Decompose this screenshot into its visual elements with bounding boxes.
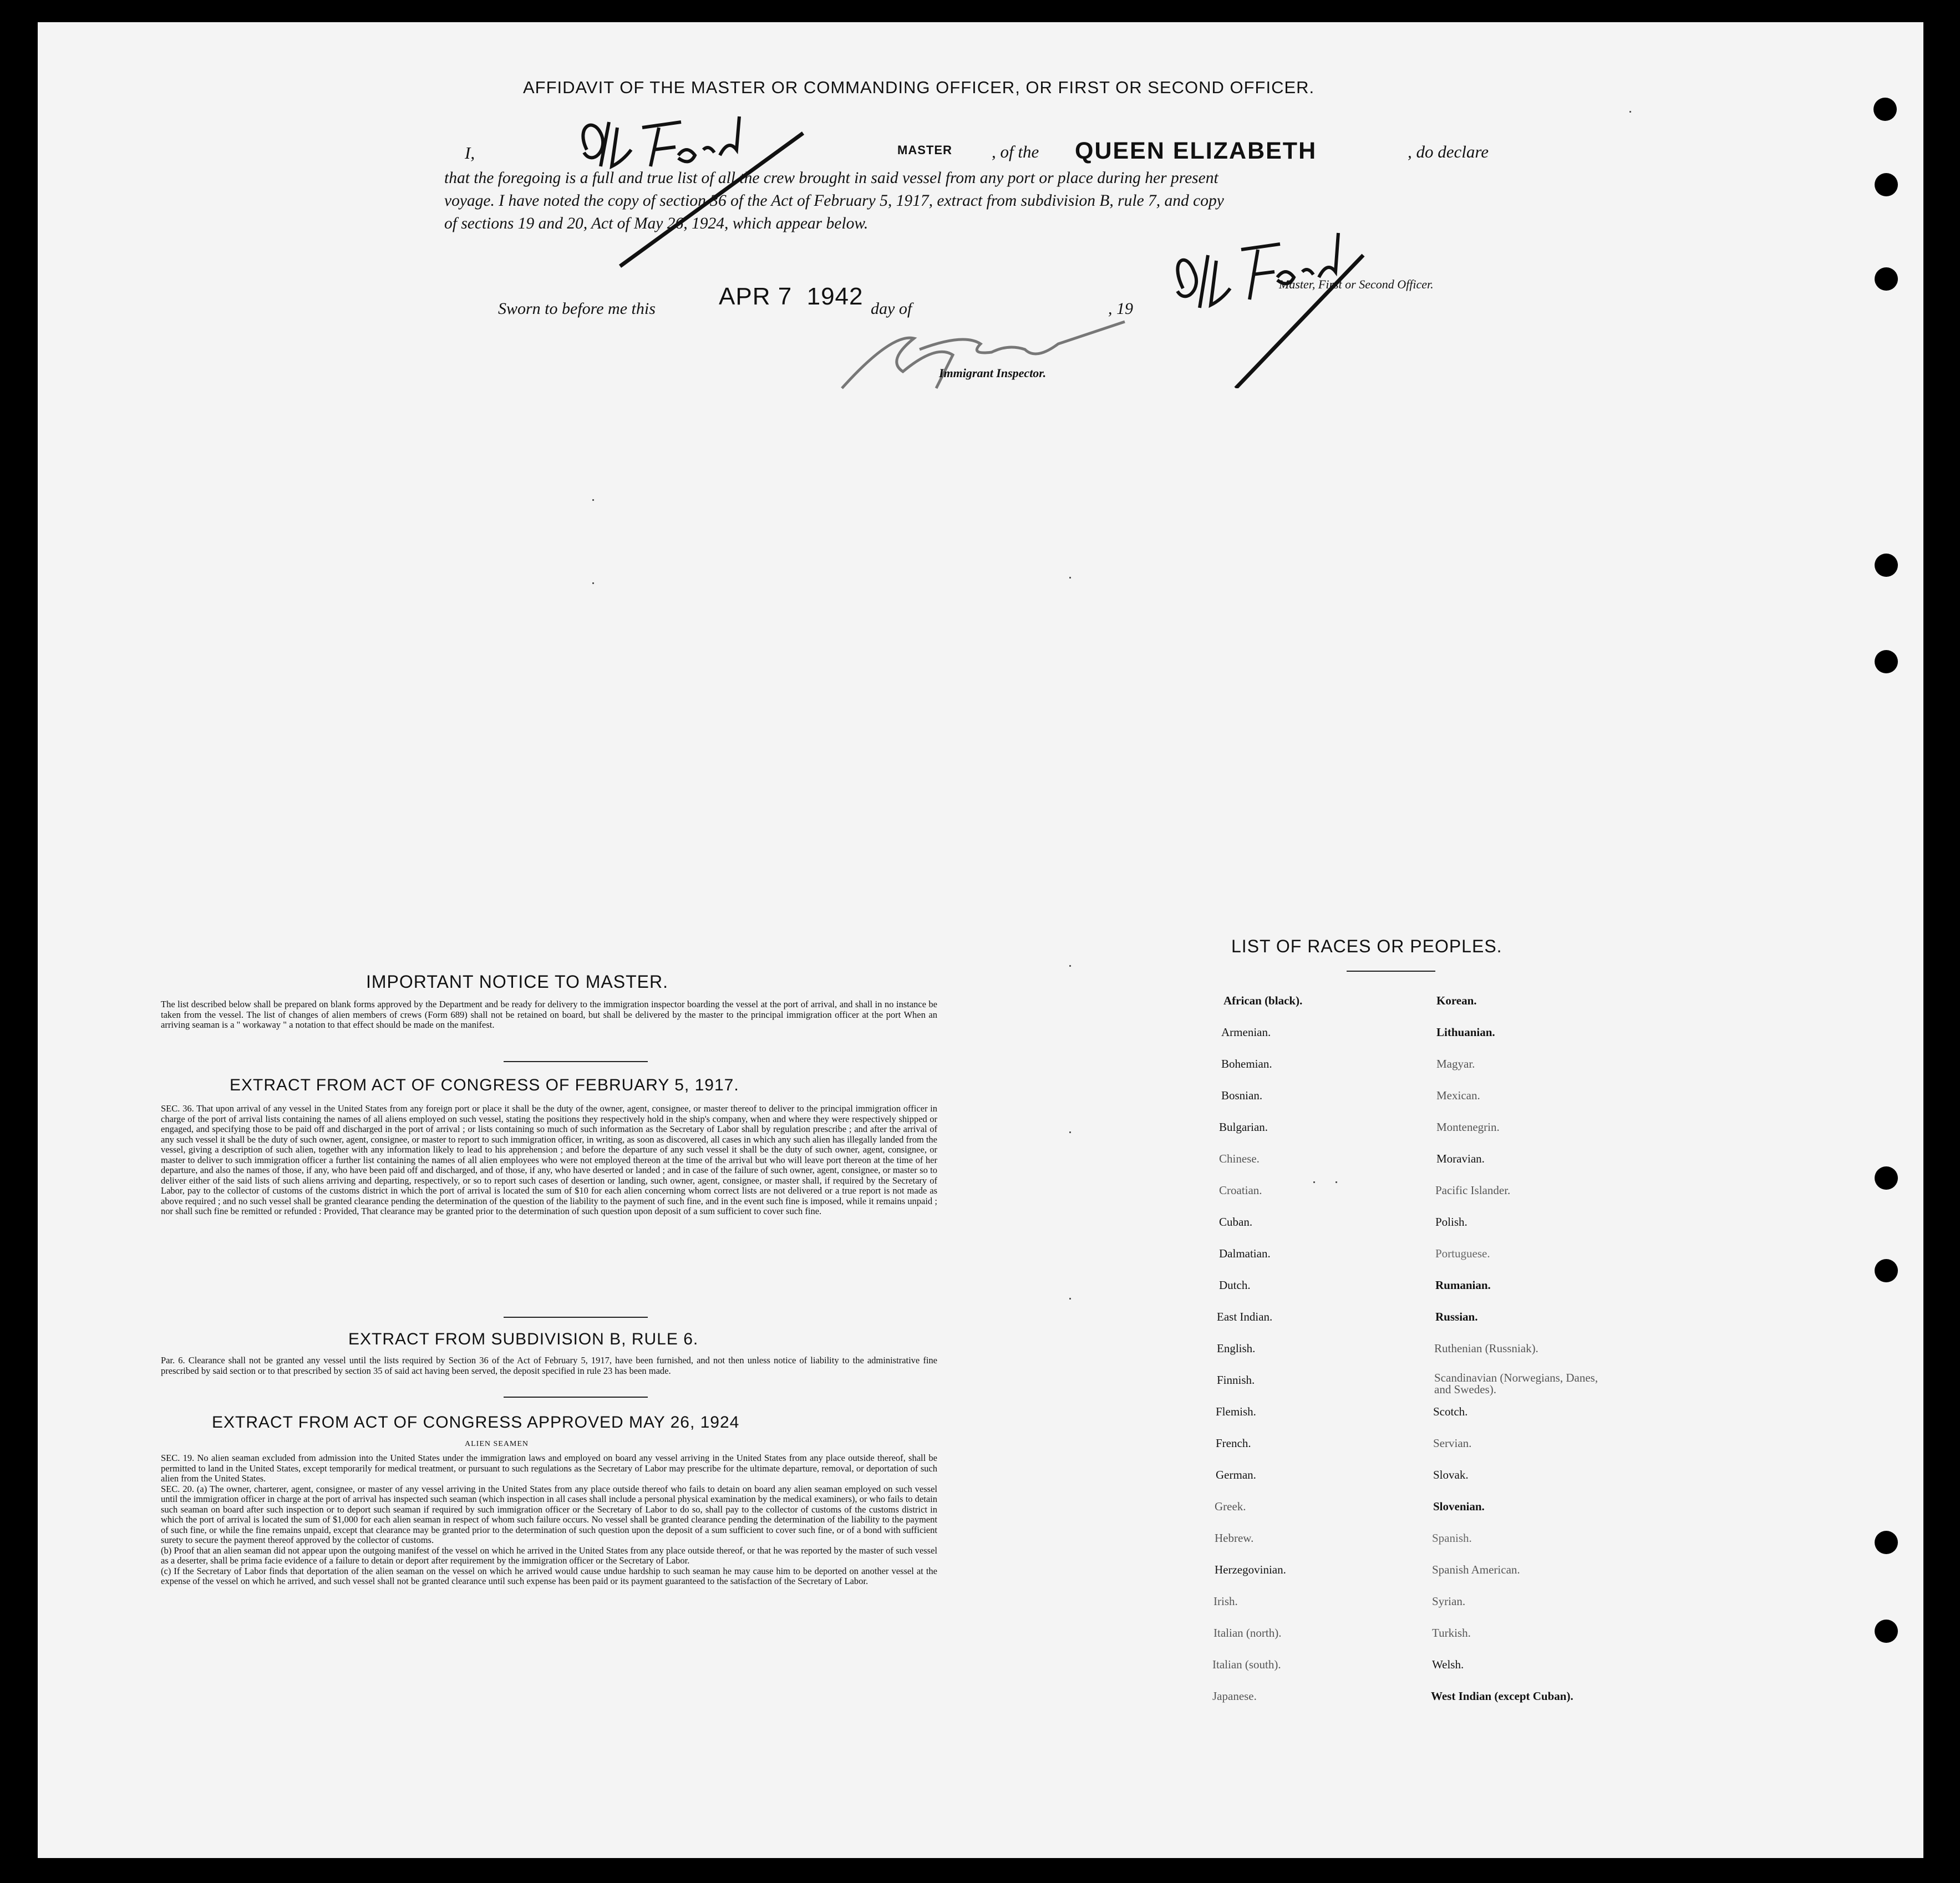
race-left-item: Japanese. — [1212, 1689, 1257, 1703]
race-right-item: Slovak. — [1433, 1468, 1469, 1481]
master-label: MASTER — [897, 143, 952, 157]
race-left-item: Dutch. — [1219, 1278, 1251, 1292]
race-right-item: Scotch. — [1433, 1405, 1468, 1418]
punch-hole — [1873, 98, 1897, 121]
inspector-caption: Immigrant Inspector. — [939, 366, 1047, 380]
do-declare-text: , do declare — [1408, 142, 1489, 161]
race-right-item: Spanish American. — [1432, 1563, 1520, 1576]
document-page — [38, 22, 1923, 1858]
race-right-item: Mexican. — [1436, 1089, 1480, 1102]
affidavit-line1-i: I, — [465, 143, 475, 163]
race-left-item: Cuban. — [1219, 1215, 1253, 1229]
punch-hole — [1875, 173, 1898, 196]
race-right-item: Russian. — [1435, 1310, 1478, 1323]
of-the-text: , of the — [992, 142, 1039, 161]
race-right-item: Lithuanian. — [1436, 1026, 1495, 1039]
race-left-item: French. — [1216, 1437, 1251, 1450]
affidavit-title: AFFIDAVIT OF THE MASTER OR COMMANDING OFFICER, OR FIRST OR SECOND OFFICER. — [523, 78, 1315, 97]
race-left-item: Chinese. — [1219, 1152, 1260, 1165]
race-left-item: Bohemian. — [1221, 1057, 1272, 1070]
race-right-item: Rumanian. — [1435, 1278, 1491, 1292]
extract-1917-text: SEC. 36. That upon arrival of any vessel in the United States from any foreign port or place it shall be the duty of the owner, agent, consignee, or master thereof to deliver to the principal immigration officer in charge of the port of arrival lists containing the names of all aliens employed on such vessel, stating the positions they respectively hold in the ship's company, when and where they were respectively shipped or engaged, and specifying those to be paid off and discharged in the port of arrival ; or lists containing so much of such information as the Secretary of Labor shall by regulation prescribe ; and after the arrival of any such vessel it shall be the duty of such owner, agent, consignee, or master to report to such immigration officer, in writing, as soon as discovered, all cases in which any such alien has illegally landed from the vessel, giving a description of such alien, together with any information likely to lead to his apprehension ; and before the departure of any such vessel it shall be the duty of such owner, agent, consignee, or master to deliver to such immigration officer a further list containing the names of all alien employees who were not employed thereon at the time of the arrival but who will leave port thereon at the time of her departure, and also the names of those, if any, who have been paid off and discharged, and of those, if any, who have deserted or landed ; and in case of the failure of such owner, agent, consignee, or master so to deliver either of the said lists of such aliens arriving and departing, respectively, or so to report such cases of desertion or landing, such owner, agent, consignee, or master shall, if required by the Secretary of Labor, pay to the collector of customs of the customs district in which the port of arrival is located the sum of $10 for each alien concerning whom correct lists are not delivered or a true report is not made as above required ; and no such vessel shall be granted clearance pending the determination of the question of the liability to the payment of such fine, and in the event such fine is imposed, while it remains unpaid ; nor shall such fine be remitted or refunded : Provided, That clearance may be granted prior to the determination of such question upon deposit of a sum sufficient to cover such fine. — [161, 1103, 937, 1216]
extract-1924-p3: (b) Proof that an alien seaman did not appear upon the outgoing manifest of the vessel on which he arrived in the United States from any place outside thereof, or that he was reported by the master of such vessel as a deserter, shall be prima facie evidence of a failure to detain or deport after requirement by the immigration officer or the Secretary of Labor. — [161, 1545, 937, 1566]
divider — [1347, 971, 1435, 972]
notice-text: The list described below shall be prepared on blank forms approved by the Department and be ready for delivery to the immigration inspector boarding the vessel at the port of arrival, and shall in no instance be taken from the vessel. The list of changes of alien members of crews (Form 689) shall not be retained on board, but shall be delivered by the master to the principal immigration officer at the port When an arriving seaman is a " workaway " a notation to that effect should be made on the manifest. — [161, 999, 937, 1030]
extract-1924-p2: SEC. 20. (a) The owner, charterer, agent, consignee, or master of any vessel arriving in the United States from any place outside thereof who fails to detain on board any alien seaman employed on such vessel until the immigration officer in charge at the port of arrival has inspected such seaman (which inspection in all cases shall include a personal physical examination by the medical examiners), or who fails to detain such seaman on board after such inspection or to deport such seaman if required by such immigration officer or the Secretary of Labor to do so, shall pay to the collector of customs of the customs district in which the port of arrival is located the sum of $1,000 for each alien seaman in respect of whom such failure occurs. No vessel shall be granted clearance pending the determination of the liability to the payment of such fine, or while the fine remains unpaid, except that clearance may be granted prior to the determination of such question upon the deposit of a sum sufficient to cover such fine, or of a bond with sufficient surety to secure the payment thereof approved by the collector of customs. — [161, 1483, 937, 1545]
officer-signature — [1164, 211, 1385, 388]
speck — [1069, 1131, 1071, 1133]
race-left-item: Greek. — [1215, 1500, 1246, 1513]
race-right-item: Servian. — [1433, 1437, 1472, 1450]
punch-hole — [1875, 650, 1898, 673]
race-right-item: Syrian. — [1432, 1595, 1466, 1608]
punch-hole — [1875, 1166, 1898, 1190]
speck — [592, 582, 594, 584]
race-left-item: Italian (south). — [1212, 1658, 1281, 1671]
race-left-item: Croatian. — [1219, 1184, 1262, 1197]
race-right-item: Slovenian. — [1433, 1500, 1485, 1513]
sworn-text: Sworn to before me this — [498, 300, 656, 318]
subdivision-title: EXTRACT FROM SUBDIVISION B, RULE 6. — [348, 1330, 699, 1348]
extract-1924-p4: (c) If the Secretary of Labor finds that deportation of the alien seaman on the vessel on which he arrived would cause undue hardship to such seaman he may cause him to be deported on another vessel at the expense of the vessel on which he arrived, and such vessel shall not be granted clearance until such expense has been paid or its payment guaranteed to the satisfaction of the Secretary of Labor. — [161, 1565, 937, 1586]
date-stamp: APR 7 1942 — [719, 283, 864, 310]
subdivision-text: Par. 6. Clearance shall not be granted any vessel until the lists required by Section 36 of the Act of February 5, 1917, have been furnished, and not then unless notice of liability to the administrative fine prescribed by said section or to that prescribed by section 35 of said act having been served, the deposit specified in rule 23 has been made. — [161, 1355, 937, 1376]
race-left-item: Dalmatian. — [1219, 1247, 1271, 1260]
extract-1917-title: EXTRACT FROM ACT OF CONGRESS OF FEBRUARY 5, 1917. — [230, 1076, 739, 1094]
speck — [1629, 111, 1631, 113]
speck — [1069, 1298, 1071, 1300]
day-of-text: day of — [871, 300, 912, 318]
race-left-item: German. — [1216, 1468, 1256, 1481]
race-right-item: Spanish. — [1432, 1531, 1472, 1545]
race-right-item: Montenegrin. — [1436, 1120, 1500, 1134]
affidavit-line2: that the foregoing is a full and true list of all the crew brought in said vessel from any port or place during her present — [444, 169, 1218, 187]
race-right-item: Ruthenian (Russniak). — [1434, 1342, 1538, 1355]
race-left-item: Finnish. — [1217, 1373, 1255, 1387]
punch-hole — [1875, 1620, 1898, 1643]
races-title: LIST OF RACES OR PEOPLES. — [1231, 936, 1502, 956]
ship-name: QUEEN ELIZABETH — [1075, 138, 1317, 164]
extract-1924-subtitle: ALIEN SEAMEN — [465, 1440, 529, 1448]
affidavit-line3: voyage. I have noted the copy of section 36 of the Act of February 5, 1917, extract from subdivision B, rule 7, and copy — [444, 192, 1224, 210]
race-left-item: English. — [1217, 1342, 1256, 1355]
inspector-signature — [825, 311, 1136, 399]
affidavit-line4: of sections 19 and 20, Act of May 26, 1924, which appear below. — [444, 215, 869, 232]
divider — [504, 1397, 648, 1398]
speck — [1313, 1181, 1315, 1183]
race-right-item: Portuguese. — [1435, 1247, 1490, 1260]
race-right-item: Welsh. — [1432, 1658, 1464, 1671]
speck — [1336, 1181, 1337, 1183]
race-right-item: Korean. — [1436, 994, 1477, 1007]
speck — [1069, 965, 1071, 967]
notice-title: IMPORTANT NOTICE TO MASTER. — [366, 972, 668, 992]
punch-hole — [1875, 554, 1898, 577]
punch-hole — [1875, 267, 1898, 291]
officer-caption: Master, First or Second Officer. — [1279, 277, 1434, 291]
extract-1924-body — [161, 1453, 937, 1587]
race-left-item: Armenian. — [1221, 1026, 1271, 1039]
race-right-item: Turkish. — [1432, 1626, 1471, 1640]
race-left-item: African (black). — [1223, 994, 1303, 1007]
divider — [504, 1061, 648, 1062]
year-prefix: , 19 — [1108, 300, 1133, 318]
speck — [1069, 577, 1071, 578]
race-right-item: Scandinavian (Norwegians, Danes, and Swedes). — [1434, 1371, 1598, 1396]
punch-hole — [1875, 1531, 1898, 1554]
race-left-item: Italian (north). — [1213, 1626, 1282, 1640]
punch-hole — [1875, 1259, 1898, 1282]
race-left-item: Herzegovinian. — [1215, 1563, 1286, 1576]
speck — [592, 499, 594, 501]
race-right-item: Pacific Islander. — [1435, 1184, 1511, 1197]
master-signature — [570, 105, 825, 272]
race-right-item: West Indian (except Cuban). — [1431, 1689, 1573, 1703]
race-left-item: Irish. — [1213, 1595, 1238, 1608]
extract-1924-p1: SEC. 19. No alien seaman excluded from admission into the United States under the immigration laws and employed on board any vessel arriving in the United States from any place outside thereof, shall be permitted to land in the United States, except temporarily for medical treatment, or pursuant to such regulations as the Secretary of Labor may prescribe for the ultimate departure, removal, or deportation of such alien from the United States. — [161, 1453, 937, 1484]
race-right-item: Moravian. — [1436, 1152, 1485, 1165]
race-left-item: Flemish. — [1216, 1405, 1256, 1418]
race-left-item: Bosnian. — [1221, 1089, 1263, 1102]
race-right-item: Magyar. — [1436, 1057, 1475, 1070]
divider — [504, 1317, 648, 1318]
race-left-item: Bulgarian. — [1219, 1120, 1268, 1134]
extract-1924-title: EXTRACT FROM ACT OF CONGRESS APPROVED MAY 26, 1924 — [212, 1413, 740, 1432]
race-left-item: East Indian. — [1217, 1310, 1273, 1323]
race-right-item: Polish. — [1435, 1215, 1468, 1229]
race-left-item: Hebrew. — [1215, 1531, 1254, 1545]
